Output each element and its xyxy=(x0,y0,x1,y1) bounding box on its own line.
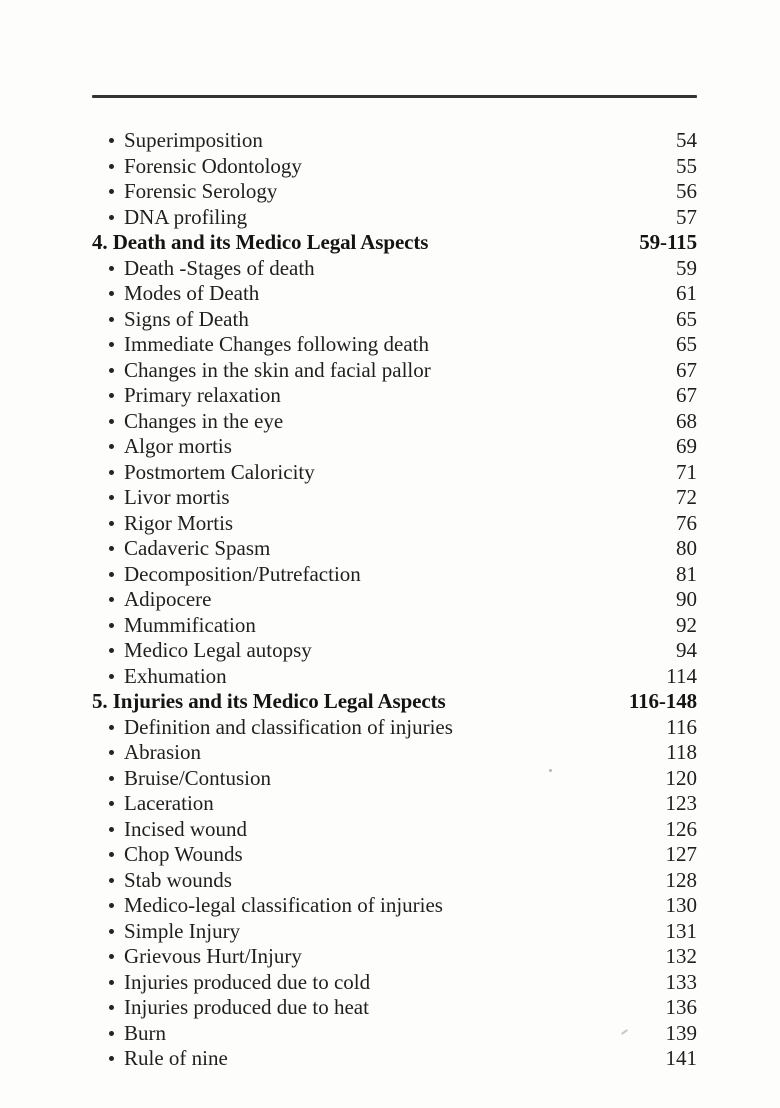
toc-entry xyxy=(92,689,697,715)
toc-entry xyxy=(92,536,697,562)
toc-entry-label: Chop Wounds xyxy=(124,842,243,866)
toc-entry xyxy=(92,511,697,537)
toc-entry-page: 92 xyxy=(676,612,697,637)
bullet-icon xyxy=(92,1031,124,1036)
toc-entry-page: 71 xyxy=(676,459,697,484)
toc-entry xyxy=(92,409,697,435)
toc-entry-label: Primary relaxation xyxy=(124,383,281,407)
toc-entry-label: Simple Injury xyxy=(124,918,241,943)
toc-entry-page: 128 xyxy=(665,867,697,892)
bullet-icon xyxy=(92,954,124,959)
toc-entry xyxy=(92,970,697,996)
toc-entry-page: 54 xyxy=(676,128,697,152)
bullet-icon xyxy=(92,521,124,526)
toc-entry xyxy=(92,434,697,460)
toc-entry xyxy=(92,358,697,384)
toc-entry xyxy=(92,230,697,256)
toc-entry-page: 131 xyxy=(665,918,697,943)
toc-entry-label: Medico-legal classification of injuries xyxy=(124,893,443,917)
toc-entry-page: 127 xyxy=(665,842,697,866)
toc-entry-label: Rule of nine xyxy=(124,1046,228,1070)
toc-entry-label: Algor mortis xyxy=(124,434,232,458)
toc-entry-label: Modes of Death xyxy=(124,281,260,305)
bullet-icon xyxy=(92,215,124,220)
toc-entry-page: 59 xyxy=(676,255,697,280)
toc-entry-page: 114 xyxy=(666,663,697,688)
toc-entry xyxy=(92,154,697,180)
toc-entry-page: 116 xyxy=(666,714,697,739)
bullet-icon xyxy=(92,648,124,653)
toc-entry-page: 67 xyxy=(676,357,697,382)
toc-entry-page: 57 xyxy=(676,204,697,229)
toc-entry xyxy=(92,817,697,843)
toc-entry-label: 5. Injuries and its Medico Legal Aspects xyxy=(92,689,446,713)
toc-entry-label: Cadaveric Spasm xyxy=(124,536,271,560)
toc-entry xyxy=(92,562,697,588)
toc-entry-label: Exhumation xyxy=(124,663,227,688)
toc-entry-page: 118 xyxy=(666,740,697,764)
table-of-contents xyxy=(92,128,697,1072)
toc-entry-label: DNA profiling xyxy=(124,204,248,229)
toc-entry-label: Forensic Serology xyxy=(124,179,278,203)
toc-entry-page: 133 xyxy=(665,969,697,994)
toc-entry-label: Definition and classification of injuries xyxy=(124,714,453,739)
top-horizontal-rule xyxy=(92,95,697,98)
toc-entry-page: 65 xyxy=(676,306,697,331)
toc-entry-page: 123 xyxy=(665,791,697,815)
toc-entry xyxy=(92,1021,697,1047)
toc-entry-page: 130 xyxy=(665,893,697,917)
toc-entry-page: 69 xyxy=(676,434,697,458)
toc-entry-label: Superimposition xyxy=(124,128,263,152)
toc-entry-page: 65 xyxy=(676,332,697,356)
toc-entry-label: Postmortem Caloricity xyxy=(124,459,315,484)
toc-entry-page: 120 xyxy=(665,765,697,790)
toc-entry xyxy=(92,332,697,358)
toc-entry-page: 80 xyxy=(676,536,697,560)
bullet-icon xyxy=(92,903,124,908)
toc-entry-page: 68 xyxy=(676,408,697,433)
bullet-icon xyxy=(92,138,124,143)
toc-entry-label: Decomposition/Putrefaction xyxy=(124,561,361,586)
toc-entry-label: Signs of Death xyxy=(124,306,249,331)
toc-entry-label: Death -Stages of death xyxy=(124,255,315,280)
toc-entry xyxy=(92,128,697,154)
toc-entry xyxy=(92,842,697,868)
toc-entry xyxy=(92,1046,697,1072)
toc-entry xyxy=(92,281,697,307)
toc-entry-page: 56 xyxy=(676,179,697,203)
toc-entry-page: 136 xyxy=(665,995,697,1019)
bullet-icon xyxy=(92,1005,124,1010)
toc-entry-page: 67 xyxy=(676,383,697,407)
toc-entry-page: 139 xyxy=(665,1020,697,1045)
bullet-icon xyxy=(92,776,124,781)
toc-entry-page: 116-148 xyxy=(628,689,697,713)
toc-entry xyxy=(92,613,697,639)
bullet-icon xyxy=(92,827,124,832)
toc-entry xyxy=(92,944,697,970)
toc-entry xyxy=(92,638,697,664)
toc-entry xyxy=(92,256,697,282)
toc-entry-page: 81 xyxy=(676,561,697,586)
toc-entry-page: 141 xyxy=(665,1046,697,1070)
toc-entry-label: Medico Legal autopsy xyxy=(124,638,312,662)
toc-entry-page: 94 xyxy=(676,638,697,662)
toc-entry-label: Rigor Mortis xyxy=(124,510,234,535)
toc-entry-label: Changes in the skin and facial pallor xyxy=(124,357,431,382)
bullet-icon xyxy=(92,929,124,934)
bullet-icon xyxy=(92,317,124,322)
bullet-icon xyxy=(92,1056,124,1061)
bullet-icon xyxy=(92,801,124,806)
toc-entry-label: 4. Death and its Medico Legal Aspects xyxy=(92,230,429,254)
bullet-icon xyxy=(92,750,124,755)
toc-entry-label: Incised wound xyxy=(124,816,248,841)
bullet-icon xyxy=(92,852,124,857)
toc-entry xyxy=(92,587,697,613)
bullet-icon xyxy=(92,189,124,194)
toc-entry-label: Changes in the eye xyxy=(124,408,284,433)
toc-entry xyxy=(92,740,697,766)
toc-entry-page: 55 xyxy=(676,153,697,178)
toc-entry-label: Mummification xyxy=(124,612,256,637)
toc-entry-page: 132 xyxy=(665,944,697,968)
toc-entry xyxy=(92,995,697,1021)
toc-entry-label: Stab wounds xyxy=(124,867,232,892)
bullet-icon xyxy=(92,342,124,347)
toc-entry-label: Immediate Changes following death xyxy=(124,332,430,356)
toc-entry xyxy=(92,205,697,231)
toc-entry xyxy=(92,766,697,792)
toc-entry-page: 72 xyxy=(676,485,697,509)
toc-entry xyxy=(92,664,697,690)
bullet-icon xyxy=(92,597,124,602)
bullet-icon xyxy=(92,470,124,475)
toc-entry-label: Bruise/Contusion xyxy=(124,765,272,790)
bullet-icon xyxy=(92,980,124,985)
toc-entry-label: Laceration xyxy=(124,791,214,815)
toc-entry-label: Injuries produced due to heat xyxy=(124,995,369,1019)
bullet-icon xyxy=(92,725,124,730)
toc-entry xyxy=(92,868,697,894)
bullet-icon xyxy=(92,266,124,271)
toc-entry-page: 126 xyxy=(665,816,697,841)
bullet-icon xyxy=(92,164,124,169)
toc-entry xyxy=(92,460,697,486)
toc-entry xyxy=(92,307,697,333)
bullet-icon xyxy=(92,546,124,551)
toc-entry xyxy=(92,715,697,741)
toc-entry xyxy=(92,919,697,945)
bullet-icon xyxy=(92,495,124,500)
toc-entry xyxy=(92,485,697,511)
toc-entry-page: 59-115 xyxy=(639,230,697,254)
toc-entry xyxy=(92,383,697,409)
toc-entry-label: Grievous Hurt/Injury xyxy=(124,944,302,968)
toc-entry xyxy=(92,179,697,205)
bullet-icon xyxy=(92,878,124,883)
bullet-icon xyxy=(92,623,124,628)
toc-entry-page: 61 xyxy=(676,281,697,305)
bullet-icon xyxy=(92,572,124,577)
bullet-icon xyxy=(92,291,124,296)
toc-entry xyxy=(92,791,697,817)
toc-entry-label: Forensic Odontology xyxy=(124,153,302,178)
bullet-icon xyxy=(92,368,124,373)
toc-entry-label: Burn xyxy=(124,1020,166,1045)
toc-entry-page: 76 xyxy=(676,510,697,535)
bullet-icon xyxy=(92,674,124,679)
toc-entry-label: Livor mortis xyxy=(124,485,230,509)
toc-entry-label: Adipocere xyxy=(124,587,212,611)
toc-entry-label: Injuries produced due to cold xyxy=(124,969,371,994)
bullet-icon xyxy=(92,444,124,449)
toc-entry xyxy=(92,893,697,919)
bullet-icon xyxy=(92,419,124,424)
toc-entry-page: 90 xyxy=(676,587,697,611)
toc-entry-label: Abrasion xyxy=(124,740,201,764)
scan-speck-icon xyxy=(549,769,552,772)
bullet-icon xyxy=(92,393,124,398)
